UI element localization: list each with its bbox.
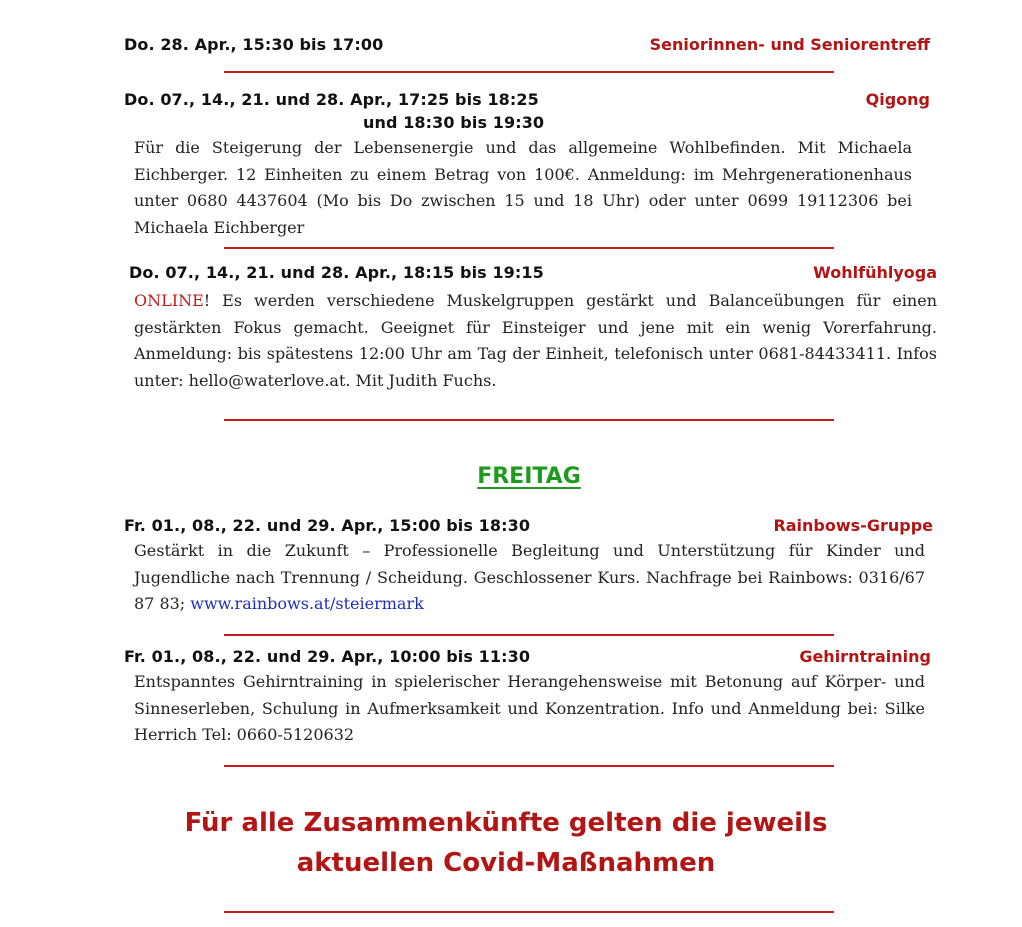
day-heading-freitag: FREITAG xyxy=(477,464,581,489)
covid-notice-line-1: Für alle Zusammenkünfte gelten die jeweils xyxy=(184,808,828,838)
event-date-seniorentreff: Do. 28. Apr., 15:30 bis 17:00 xyxy=(124,35,384,54)
divider xyxy=(224,71,834,73)
covid-notice-line-2: aktuellen Covid-Maßnahmen xyxy=(296,848,716,878)
event-description-gehirntraining: Entspanntes Gehirntraining in spielerischer Herangehensweise mit Betonung auf Körper- und Sinneserleben, Schulung in Aufmerksamkeit und Konzentration. Info und Anmeldung bei: Silke Herrich Tel: 0660-5120632 xyxy=(134,672,925,744)
event-description-text: ! Es werden verschiedene Muskelgruppen gestärkt und Balanceübungen für einen gestärkten Fokus gemacht. Geeignet für Einsteiger und jene mit ein wenig Vorerfahrung. Anmeldung: bis spätestens 12:00 Uhr am Tag der Einheit, telefonisch unter 0681-84433411. Infos unter: hello@waterlove.at. Mit Judith Fuchs. xyxy=(134,291,937,390)
event-title-qigong: Qigong xyxy=(865,90,930,109)
event-title-gehirntraining: Gehirntraining xyxy=(799,647,931,666)
event-description-qigong: Für die Steigerung der Lebensenergie und das allgemeine Wohlbefinden. Mit Michaela Eichberger. 12 Einheiten zu einem Betrag von 100€. Anmeldung: im Mehrgenerationenhaus unter 0680 4437604 (Mo bis Do zwischen 15 und 18 Uhr) oder unter 0699 19112306 bei Michaela Eichberger xyxy=(134,138,912,237)
event-description-rainbows xyxy=(134,538,925,618)
divider xyxy=(224,765,834,767)
event-title-seniorentreff: Seniorinnen- und Seniorentreff xyxy=(649,35,930,54)
divider xyxy=(224,419,834,421)
event-date-rainbows: Fr. 01., 08., 22. und 29. Apr., 15:00 bis 18:30 xyxy=(124,516,531,535)
divider xyxy=(224,911,834,913)
event-date-wohlfuehlyoga: Do. 07., 14., 21. und 28. Apr., 18:15 bis 19:15 xyxy=(129,263,544,282)
event-date-gehirntraining: Fr. 01., 08., 22. und 29. Apr., 10:00 bis 11:30 xyxy=(124,647,531,666)
divider xyxy=(224,634,834,636)
rainbows-link[interactable]: www.rainbows.at/steiermark xyxy=(190,594,424,613)
divider xyxy=(224,247,834,249)
online-label: ONLINE xyxy=(134,291,204,310)
event-date-qigong-second: und 18:30 bis 19:30 xyxy=(363,113,545,132)
event-title-rainbows: Rainbows-Gruppe xyxy=(773,516,933,535)
event-title-wohlfuehlyoga: Wohlfühlyoga xyxy=(813,263,937,282)
covid-notice xyxy=(0,803,1012,883)
event-description-text: Gestärkt in die Zukunft – Professionelle Begleitung und Unterstützung für Kinder und Jugendliche nach Trennung / Scheidung. Geschlossener Kurs. Nachfrage bei Rainbows: 0316/67 87 83; xyxy=(134,541,925,613)
event-description-wohlfuehlyoga xyxy=(134,288,937,394)
event-date-qigong: Do. 07., 14., 21. und 28. Apr., 17:25 bis 18:25 xyxy=(124,90,539,109)
